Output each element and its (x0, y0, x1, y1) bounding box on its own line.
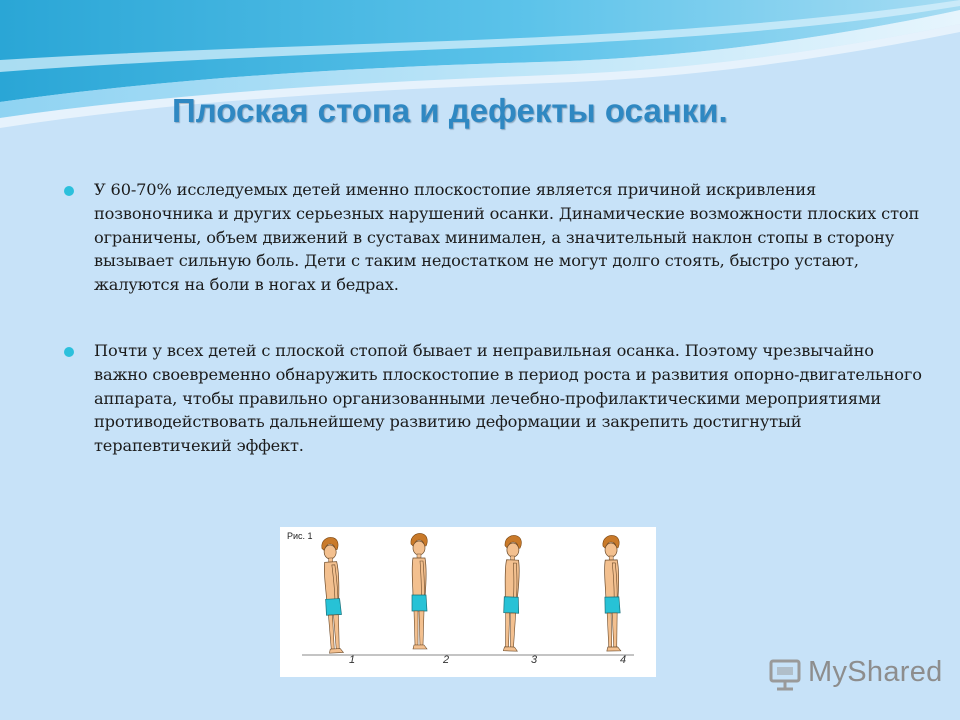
bullet-icon (64, 347, 74, 357)
posture-illustration (280, 527, 656, 677)
figure-label: Рис. 1 (287, 531, 313, 541)
presentation-board-icon (768, 658, 802, 692)
posture-figure-3 (501, 535, 521, 651)
myshared-watermark (768, 654, 943, 694)
figure-number-1: 1 (349, 654, 356, 666)
posture-figure (280, 527, 656, 677)
bullet-text: Почти у всех детей с плоской стопой бывает и неправильная осанка. Поэтому чрезвычайно важно своевременно обнаружить плоскостопие в период роста и развития опорно-двигательного аппарата, чтобы правильно организованными лечебно-профилактическими мероприятиями противодействовать дальнейшему развитию деформации и закрепить достигнутый терапевтичекий эффект. (94, 340, 922, 456)
figure-number-2: 2 (443, 654, 450, 666)
watermark-text: MyShared (808, 656, 943, 688)
bullet-text: У 60-70% исследуемых детей именно плоскостопие является причиной искривления позвоночника и других серьезных нарушений осанки. Динамические возможности плоских стоп ограничены, объем движений в суставах минимален, а значительный наклон стопы в сторону вызывает сильную боль. Дети с таким недостатком не могут долго стоять, быстро устают, жалуются на боли в ногах и бедрах. (94, 180, 920, 295)
posture-figure-2 (411, 533, 427, 649)
bullet-item (64, 339, 924, 458)
figure-number-3: 3 (531, 654, 538, 666)
bullet-item (64, 178, 924, 297)
figure-number-4: 4 (620, 654, 627, 666)
bullet-icon (64, 186, 74, 196)
bullet-list (64, 178, 924, 458)
posture-figure-4 (603, 535, 621, 651)
slide-title: Плоская стопа и дефекты осанки. (172, 92, 728, 129)
posture-figure-1 (321, 537, 343, 653)
